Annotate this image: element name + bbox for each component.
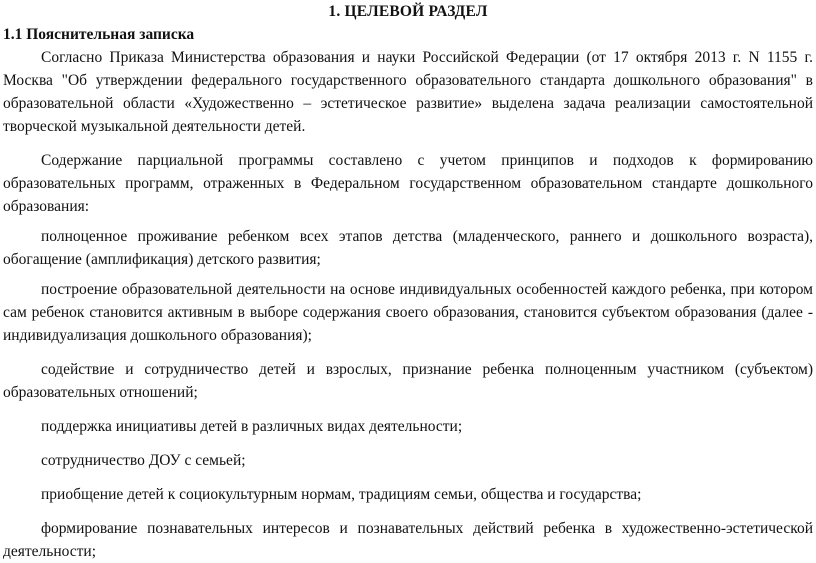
section-title: 1. ЦЕЛЕВОЙ РАЗДЕЛ (328, 3, 488, 20)
principle-item: содействие и сотрудничество детей и взрослых, признание ребенка полноценным участником (субъектом) образовательных отношений; (3, 361, 813, 401)
subsection-title: 1.1 Пояснительная записка (3, 26, 195, 43)
paragraph-intro: Согласно Приказа Министерства образования и науки Российской Федерации (от 17 октября 2013 г. N 1155 г. Москва "Об утверждении федерального государственного образовательного стандарта дошкольного образования" в образовательной области «Художественно – эстетическое развитие» выделена задача реализации самостоятельной творческой музыкальной деятельности детей. (3, 49, 813, 135)
paragraph-principles-intro: Содержание парциальной программы составлено с учетом принципов и подходов к формированию образовательных программ, отраженных в Федеральном государственном образовательном стандарте дошкольного образования: (3, 152, 813, 215)
principle-item: формирование познавательных интересов и познавательных действий ребенка в художественно-эстетической деятельности; (3, 520, 813, 560)
principle-item: сотрудничество ДОУ с семьей; (41, 452, 246, 469)
principle-item: построение образовательной деятельности на основе индивидуальных особенностей каждого ребенка, при котором сам ребенок становится активным в выборе содержания своего образования, становится субъектом образования (далее - индивидуализация дошкольного образования); (3, 281, 813, 344)
principle-item: полноценное проживание ребенком всех этапов детства (младенческого, раннего и дошкольного возраста), обогащение (амплификация) детского развития; (3, 228, 813, 268)
principle-item: поддержка инициативы детей в различных видах деятельности; (41, 418, 463, 435)
principle-item: приобщение детей к социокультурным нормам, традициям семьи, общества и государства; (41, 486, 642, 503)
